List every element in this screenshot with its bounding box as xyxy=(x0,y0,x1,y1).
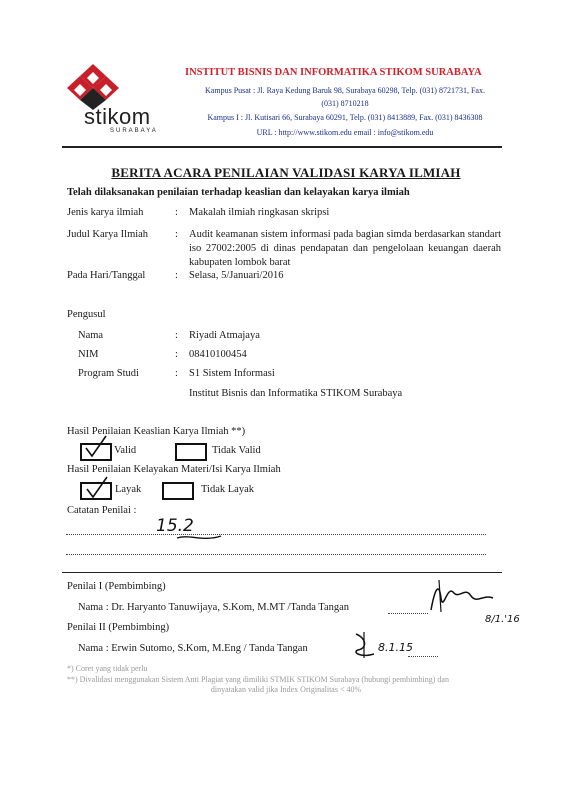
tidak-valid-checkbox[interactable] xyxy=(175,443,207,461)
catatan-label: Catatan Penilai : xyxy=(67,505,137,516)
judul-value: Audit keamanan sistem informasi pada bagian simda berdasarkan standart iso 27002:2005 di dinas pendapatan dan pengelolaan keuangan daerah kabupaten lombok barat xyxy=(189,229,501,268)
colon: : xyxy=(175,207,178,218)
check-mark-icon xyxy=(82,434,112,460)
footnote-3: dinyatakan valid jika Index Originalitas < 40% xyxy=(210,685,362,694)
penilai-1-line: Nama : Dr. Haryanto Tanuwijaya, S.Kom, M.MT /Tanda Tangan xyxy=(78,602,350,613)
hari-value: Selasa, 5/Januari/2016 xyxy=(189,270,284,281)
penilai-2-date: 8.1.15 xyxy=(378,641,413,654)
institusi-value: Institut Bisnis dan Informatika STIKOM Surabaya xyxy=(189,388,403,399)
keaslian-heading: Hasil Penilaian Keaslian Karya Ilmiah **) xyxy=(67,426,246,437)
footnote-1: *) Coret yang tidak perlu xyxy=(67,664,148,673)
pengusul-heading: Pengusul xyxy=(67,309,106,320)
colon: : xyxy=(175,270,178,281)
layak-label: Layak xyxy=(115,484,142,495)
penilai-1-date: 8/1.'16 xyxy=(485,614,520,625)
jenis-label: Jenis karya ilmiah xyxy=(67,207,144,218)
nama-label: Nama xyxy=(78,330,104,341)
institution-name: INSTITUT BISNIS DAN INFORMATIKA STIKOM SURABAYA xyxy=(185,67,482,78)
penilai-2-line: Nama : Erwin Sutomo, S.Kom, M.Eng / Tanda Tangan xyxy=(78,643,308,654)
signature-line xyxy=(388,613,428,614)
catatan-handwriting: 15.2 xyxy=(156,516,194,536)
judul-label: Judul Karya Ilmiah xyxy=(67,229,149,240)
nim-value: 08410100454 xyxy=(189,349,247,360)
colon: : xyxy=(175,368,178,379)
nama-value: Riyadi Atmajaya xyxy=(189,330,260,341)
prodi-label: Program Studi xyxy=(78,368,139,379)
colon: : xyxy=(175,330,178,341)
campus-main-address: Kampus Pusat : Jl. Raya Kedung Baruk 98, Surabaya 60298, Telp. (031) 8721731, Fax. xyxy=(205,86,485,95)
footnote-2: **) Divalidasi menggunakan Sistem Anti Plagiat yang dimiliki STMIK STIKOM Surabaya (hubungi pembimbing) dan xyxy=(67,675,449,684)
nim-label: NIM xyxy=(78,349,99,360)
penilai-1-heading: Penilai I (Pembimbing) xyxy=(67,581,166,592)
logo-subtitle: SURABAYA xyxy=(110,128,158,134)
colon: : xyxy=(175,349,178,360)
prodi-value: S1 Sistem Informasi xyxy=(189,368,275,379)
tidak-layak-label: Tidak Layak xyxy=(201,484,254,495)
signature-icon xyxy=(425,578,497,618)
intro-statement: Telah dilaksanakan penilaian terhadap keaslian dan kelayakan karya ilmiah xyxy=(67,187,410,198)
header-divider xyxy=(62,146,502,148)
campus-main-fax: (031) 8710218 xyxy=(321,99,369,108)
check-mark-icon xyxy=(83,475,113,501)
kelayakan-heading: Hasil Penilaian Kelayakan Materi/Isi Karya Ilmiah xyxy=(67,464,281,475)
catatan-line-1 xyxy=(66,534,486,535)
logo-wordmark: stikom xyxy=(84,104,151,129)
valid-label: Valid xyxy=(114,445,137,456)
signature-line xyxy=(408,656,438,657)
document-title: BERITA ACARA PENILAIAN VALIDASI KARYA ILMIAH xyxy=(111,165,461,180)
catatan-line-2 xyxy=(66,554,486,555)
penilai-2-heading: Penilai II (Pembimbing) xyxy=(67,622,170,633)
jenis-value: Makalah ilmiah ringkasan skripsi xyxy=(189,207,330,218)
campus-1-address: Kampus I : Jl. Kutisari 66, Surabaya 60291, Telp. (031) 8413889, Fax. (031) 8436308 xyxy=(207,113,483,122)
section-divider xyxy=(62,572,502,573)
tidak-valid-label: Tidak Valid xyxy=(212,445,261,456)
tidak-layak-checkbox[interactable] xyxy=(162,482,194,500)
hari-label: Pada Hari/Tanggal xyxy=(67,270,146,281)
contact-info: URL : http://www.stikom.edu email : info@stikom.edu xyxy=(256,128,434,137)
colon: : xyxy=(175,229,178,240)
